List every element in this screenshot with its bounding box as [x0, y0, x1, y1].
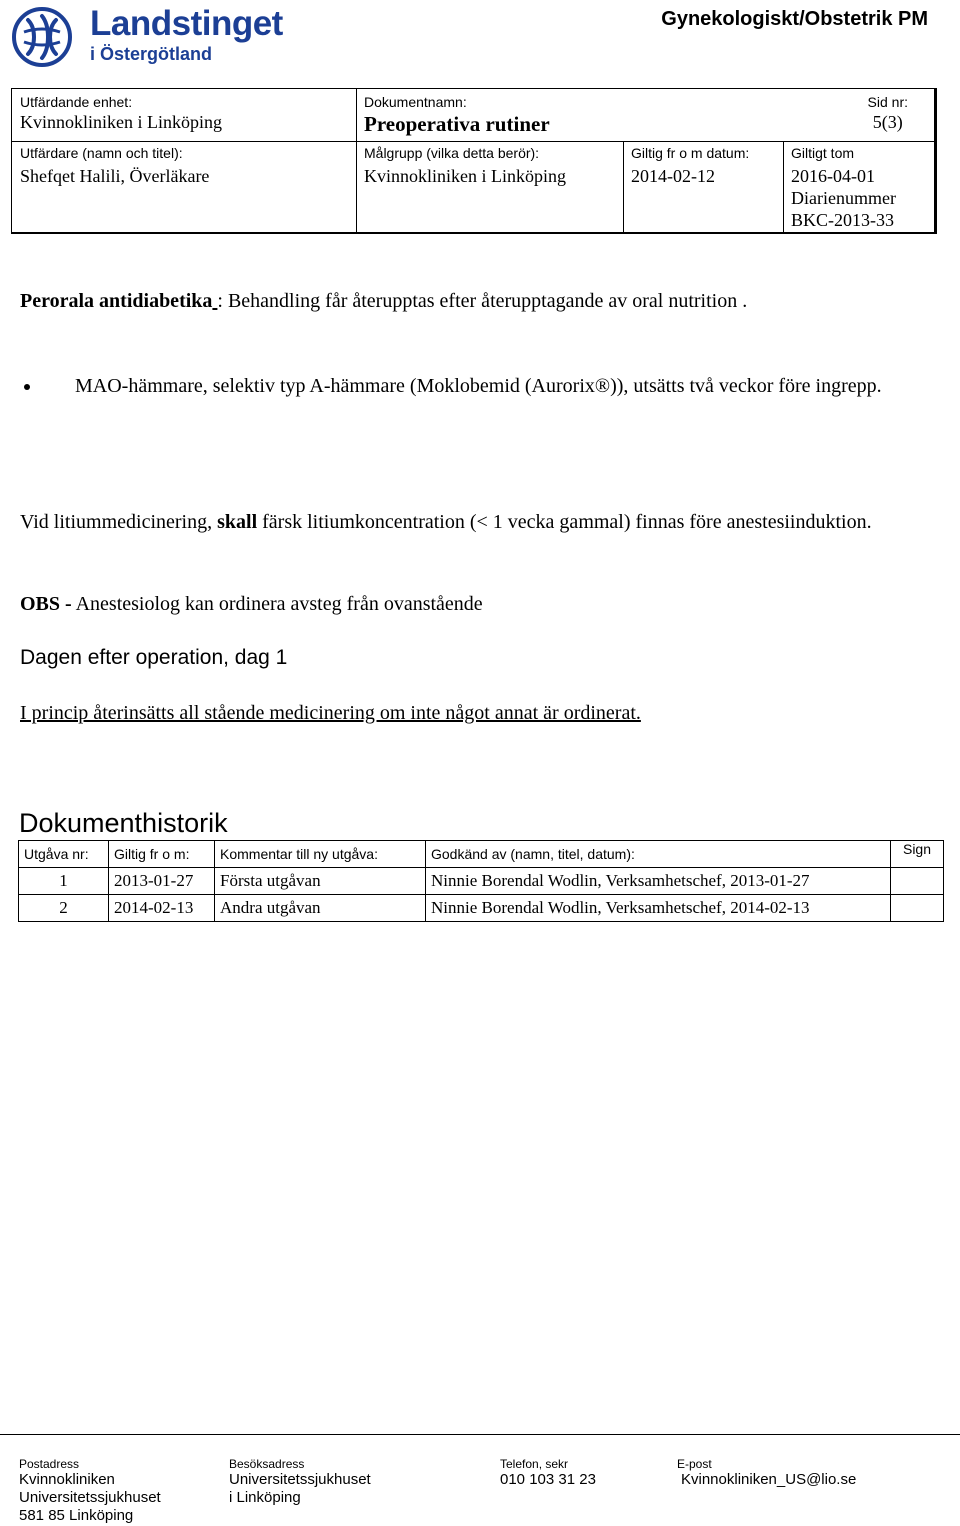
diary-label: Diarienummer	[791, 188, 896, 208]
valid-to-label: Giltigt tom	[791, 145, 855, 161]
valid-to-value: 2016-04-01	[791, 166, 875, 186]
footer-postal	[19, 1457, 161, 1525]
valid-from-cell: 2014-02-13	[109, 895, 215, 922]
page-footer	[0, 1434, 960, 1524]
valid-from-label: Giltig fr o m datum:	[631, 145, 750, 161]
phone-label: Telefon, sekr	[500, 1457, 569, 1471]
author-cell	[20, 144, 209, 187]
footer-visit	[229, 1457, 371, 1507]
obs-paragraph	[20, 592, 483, 616]
table-row	[19, 868, 944, 895]
bullet-icon	[24, 384, 30, 390]
document-history-heading: Dokumenthistorik	[19, 808, 228, 838]
docname-label: Dokumentnamn:	[364, 94, 467, 110]
col-edition: Utgåva nr:	[19, 841, 109, 868]
antidiabetics-text: : Behandling får återupptas efter återupptagande av oral nutrition .	[217, 290, 748, 312]
lithium-text-pre: Vid litiummedicinering,	[20, 511, 218, 533]
sign-cell	[891, 868, 944, 895]
docname-cell	[364, 93, 550, 137]
principle-paragraph: I princip återinsätts all stående medicinering om inte något annat är ordinerat.	[20, 702, 641, 724]
postal-label: Postadress	[19, 1457, 80, 1471]
edition-cell: 1	[19, 868, 109, 895]
valid-from-cell	[631, 144, 749, 187]
page-value: 5(3)	[872, 112, 903, 132]
target-cell	[364, 144, 566, 187]
obs-label: OBS -	[20, 593, 72, 615]
col-sign: Sign	[891, 841, 944, 868]
valid-to-cell	[791, 144, 896, 231]
footer-email	[677, 1457, 856, 1489]
footer-phone	[500, 1457, 596, 1489]
lithium-paragraph	[20, 510, 920, 534]
author-value: Shefqet Halili, Överläkare	[20, 166, 210, 186]
email-label: E-post	[677, 1457, 712, 1471]
landstinget-shield-icon	[10, 6, 74, 68]
docname-value: Preoperativa rutiner	[364, 112, 550, 136]
logo-name: Landstinget	[90, 4, 283, 43]
target-value: Kvinnokliniken i Linköping	[364, 166, 566, 186]
visit-label: Besöksadress	[229, 1457, 305, 1471]
logo-subtitle: i Östergötland	[90, 44, 213, 64]
target-label: Målgrupp (vilka detta berör):	[364, 145, 540, 161]
valid-from-cell: 2013-01-27	[109, 868, 215, 895]
document-category: Gynekologiskt/Obstetrik PM	[661, 8, 928, 30]
approved-by-cell: Ninnie Borendal Wodlin, Verksamhetschef, 2014-02-13	[426, 895, 891, 922]
valid-from-value: 2014-02-12	[631, 166, 715, 186]
col-valid-from: Giltig fr o m:	[109, 841, 215, 868]
diary-value: BKC-2013-33	[791, 210, 894, 230]
sign-cell	[891, 895, 944, 922]
document-header-table	[11, 88, 937, 234]
visit-line: Universitetssjukhuset	[229, 1471, 371, 1488]
comment-cell: Första utgåvan	[215, 868, 426, 895]
landstinget-logo	[10, 2, 300, 70]
lithium-text-post: färsk litiumkoncentration (< 1 vecka gammal) finnas före anestesiinduktion.	[257, 511, 872, 533]
col-comment: Kommentar till ny utgåva:	[215, 841, 426, 868]
postal-line: 581 85 Linköping	[19, 1507, 134, 1524]
issuer-label: Utfärdande enhet:	[20, 94, 133, 110]
document-history-table	[18, 840, 944, 922]
issuer-cell	[20, 93, 222, 133]
phone-value: 010 103 31 23	[500, 1471, 596, 1488]
visit-line: i Linköping	[229, 1489, 301, 1506]
postal-line: Universitetssjukhuset	[19, 1489, 161, 1506]
antidiabetics-term: Perorala antidiabetika	[20, 290, 213, 312]
author-label: Utfärdare (namn och titel):	[20, 145, 183, 161]
postal-line: Kvinnokliniken	[19, 1471, 115, 1488]
page-cell	[868, 93, 908, 133]
antidiabetics-paragraph	[20, 289, 747, 313]
email-link[interactable]: Kvinnokliniken_US@lio.se	[681, 1471, 857, 1488]
edition-cell: 2	[19, 895, 109, 922]
mao-inhibitor-bullet: MAO-hämmare, selektiv typ A-hämmare (Moklobemid (Aurorix®)), utsätts två veckor före ingrepp.	[75, 375, 882, 397]
approved-by-cell: Ninnie Borendal Wodlin, Verksamhetschef, 2013-01-27	[426, 868, 891, 895]
history-header-row	[19, 841, 944, 868]
obs-text: Anestesiolog kan ordinera avsteg från ovanstående	[71, 593, 483, 615]
comment-cell: Andra utgåvan	[215, 895, 426, 922]
lithium-emphasis: skall	[217, 511, 258, 533]
issuer-value: Kvinnokliniken i Linköping	[20, 112, 222, 132]
day-after-heading: Dagen efter operation, dag 1	[20, 646, 288, 669]
page-label: Sid nr:	[867, 94, 908, 110]
col-approved-by: Godkänd av (namn, titel, datum):	[426, 841, 891, 868]
table-row	[19, 895, 944, 922]
